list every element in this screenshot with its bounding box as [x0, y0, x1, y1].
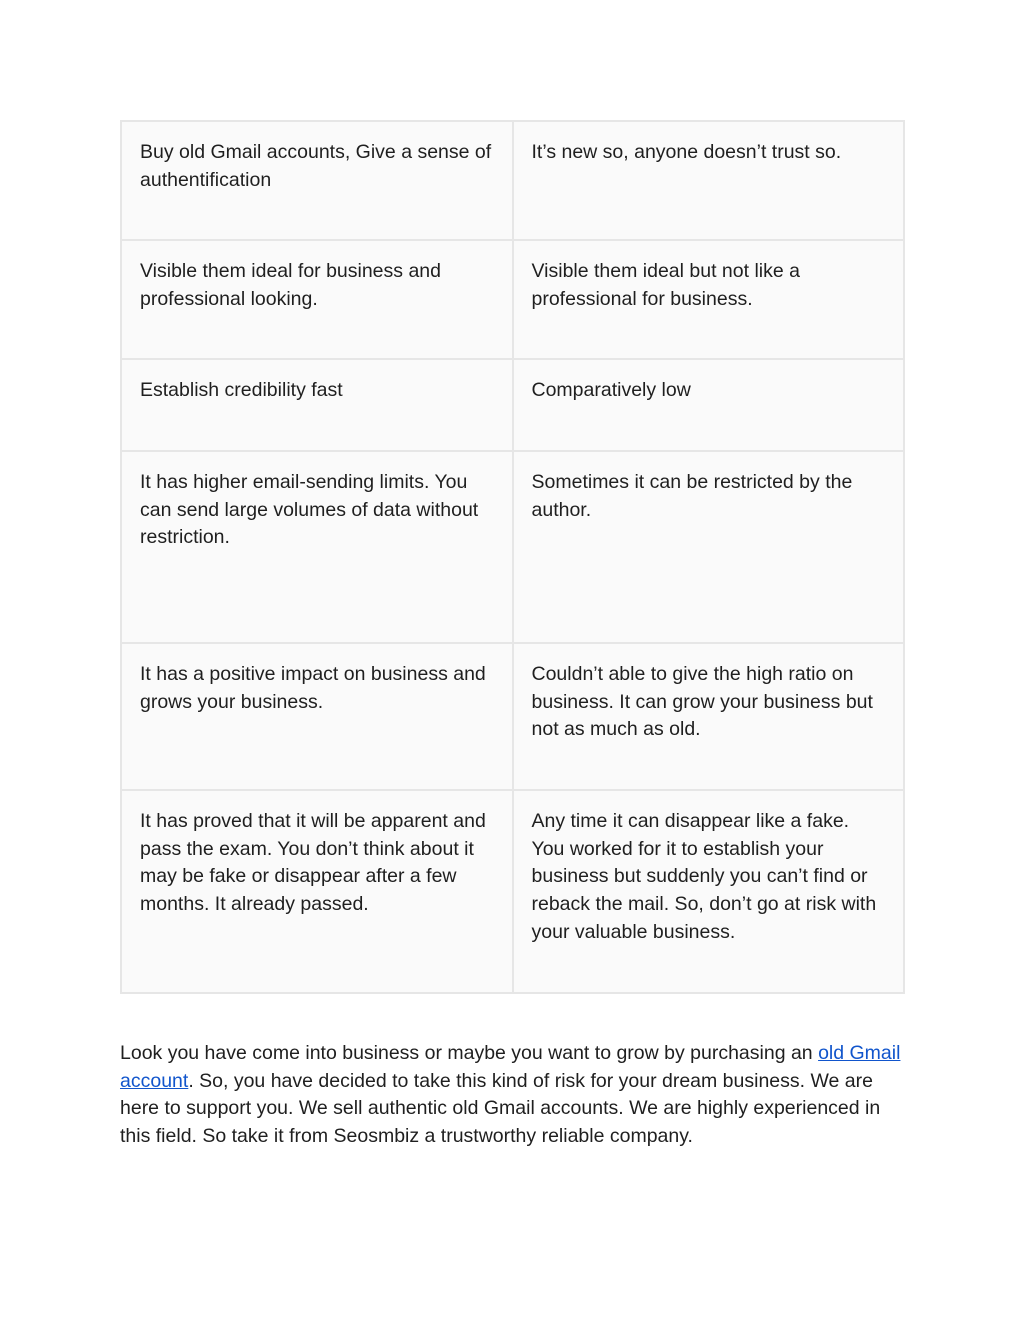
new-account-cell: Any time it can disappear like a fake. You worked for it to establish your business but suddenly you can’t find or reback the mail. So, don’t go at risk with your valuable business.: [513, 790, 905, 993]
table-row: [121, 643, 904, 790]
new-account-cell: Sometimes it can be restricted by the author.: [513, 451, 905, 643]
old-gmail-account-link[interactable]: old Gmail account: [120, 1042, 901, 1092]
new-account-cell: Couldn’t able to give the high ratio on business. It can grow your business but not as much as old.: [513, 643, 905, 790]
table-row: [121, 359, 904, 451]
old-account-cell: It has proved that it will be apparent and pass the exam. You don’t think about it may be fake or disappear after a few months. It already passed.: [121, 790, 513, 993]
old-account-cell: Establish credibility fast: [121, 359, 513, 451]
table-row: [121, 451, 904, 643]
new-account-cell: Visible them ideal but not like a professional for business.: [513, 240, 905, 359]
old-account-cell: Buy old Gmail accounts, Give a sense of authentification: [121, 121, 513, 240]
old-account-cell: It has a positive impact on business and grows your business.: [121, 643, 513, 790]
comparison-table: [120, 120, 905, 994]
paragraph-text-before-link: Look you have come into business or maybe you want to grow by purchasing an: [120, 1042, 819, 1064]
old-account-cell: Visible them ideal for business and professional looking.: [121, 240, 513, 359]
paragraph-text-after-link: . So, you have decided to take this kind of risk for your dream business. We are here to support you. We sell authentic old Gmail accounts. We are highly experienced in this field. So take it from Seosmbiz a trustworthy reliable company.: [120, 1069, 881, 1148]
table-row: [121, 790, 904, 993]
new-account-cell: Comparatively low: [513, 359, 905, 451]
new-account-cell: It’s new so, anyone doesn’t trust so.: [513, 121, 905, 240]
closing-paragraph: [120, 1040, 910, 1151]
old-account-cell: It has higher email-sending limits. You can send large volumes of data without restriction.: [121, 451, 513, 643]
table-row: [121, 121, 904, 240]
table-row: [121, 240, 904, 359]
